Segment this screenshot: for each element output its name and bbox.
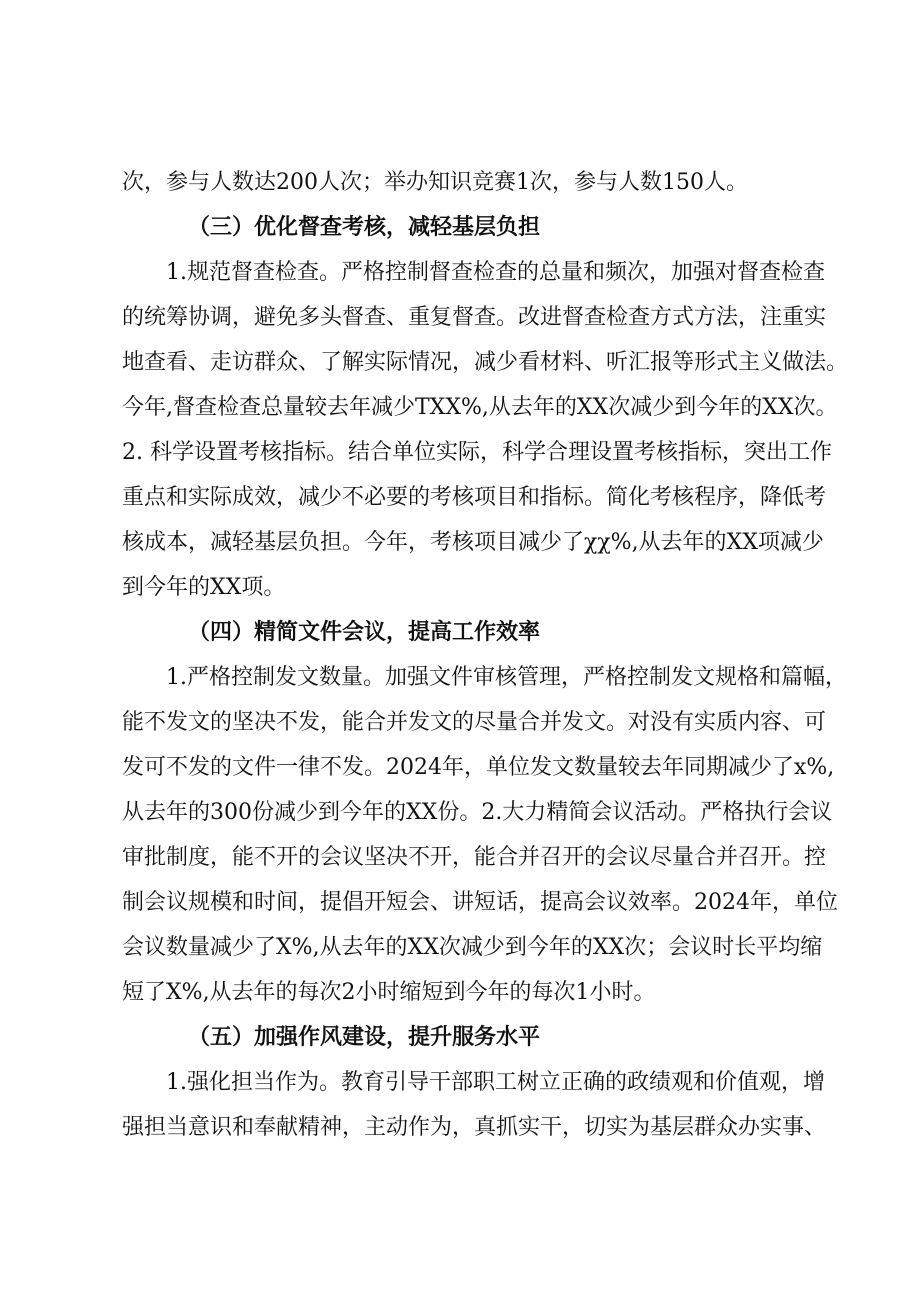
section-heading: （五）加强作风建设，提升服务水平 — [188, 1024, 541, 1050]
text-line: 1.强化担当作为。教育引导干部职工树立正确的政绩观和价值观，增 — [166, 1070, 825, 1095]
text-line: 审批制度，能不开的会议坚决不开，能合并召开的会议尽量合并召开。控 — [122, 845, 827, 870]
text-line: 制会议规模和时间，提倡开短会、讲短话，提高会议效率。2024年，单位 — [122, 890, 838, 915]
text-line: 1.严格控制发文数量。加强文件审核管理，严格控制发文规格和篇幅， — [166, 665, 847, 690]
text-line: 短了X%,从去年的每次2小时缩短到今年的每次1小时。 — [122, 980, 656, 1005]
text-line: 重点和实际成效，减少不必要的考核项目和指标。简化考核程序，降低考 — [122, 485, 827, 510]
text-line: 2. 科学设置考核指标。结合单位实际，科学合理设置考核指标，突出工作 — [122, 440, 832, 465]
text-line: 1.规范督查检查。严格控制督查检查的总量和频次，加强对督查检查 — [166, 260, 825, 285]
section-heading: （四）精简文件会议，提高工作效率 — [188, 619, 541, 645]
text-line: 今年,督查检查总量较去年减少TXX%,从去年的XX次减少到今年的XX次。 — [122, 395, 838, 420]
text-line: 核成本，减轻基层负担。今年，考核项目减少了χχ%,从去年的XX项减少 — [122, 530, 824, 555]
text-line: 会议数量减少了X%,从去年的XX次减少到今年的XX次；会议时长平均缩 — [122, 935, 823, 960]
text-line: 的统筹协调，避免多头督查、重复督查。改进督查检查方式方法，注重实 — [122, 305, 827, 330]
text-line: 强担当意识和奉献精神，主动作为，真抓实干，切实为基层群众办实事、 — [122, 1115, 827, 1140]
text-line: 地查看、走访群众、了解实际情况，减少看材料、听汇报等形式主义做法。 — [122, 350, 849, 375]
text-line: 到今年的XX项。 — [122, 575, 286, 600]
text-line: 发可不发的文件一律不发。2024年，单位发文数量较去年同期减少了x%, — [122, 755, 835, 780]
section-heading: （三）优化督查考核，减轻基层负担 — [188, 214, 541, 240]
text-line: 次，参与人数达200人次；举办知识竞赛1次，参与人数150人。 — [122, 170, 748, 195]
document-page — [122, 160, 849, 1150]
text-line: 能不发文的坚决不发，能合并发文的尽量合并发文。对没有实质内容、可 — [122, 710, 827, 735]
text-line: 从去年的300份减少到今年的XX份。2.大力精简会议活动。严格执行会议 — [122, 800, 833, 825]
